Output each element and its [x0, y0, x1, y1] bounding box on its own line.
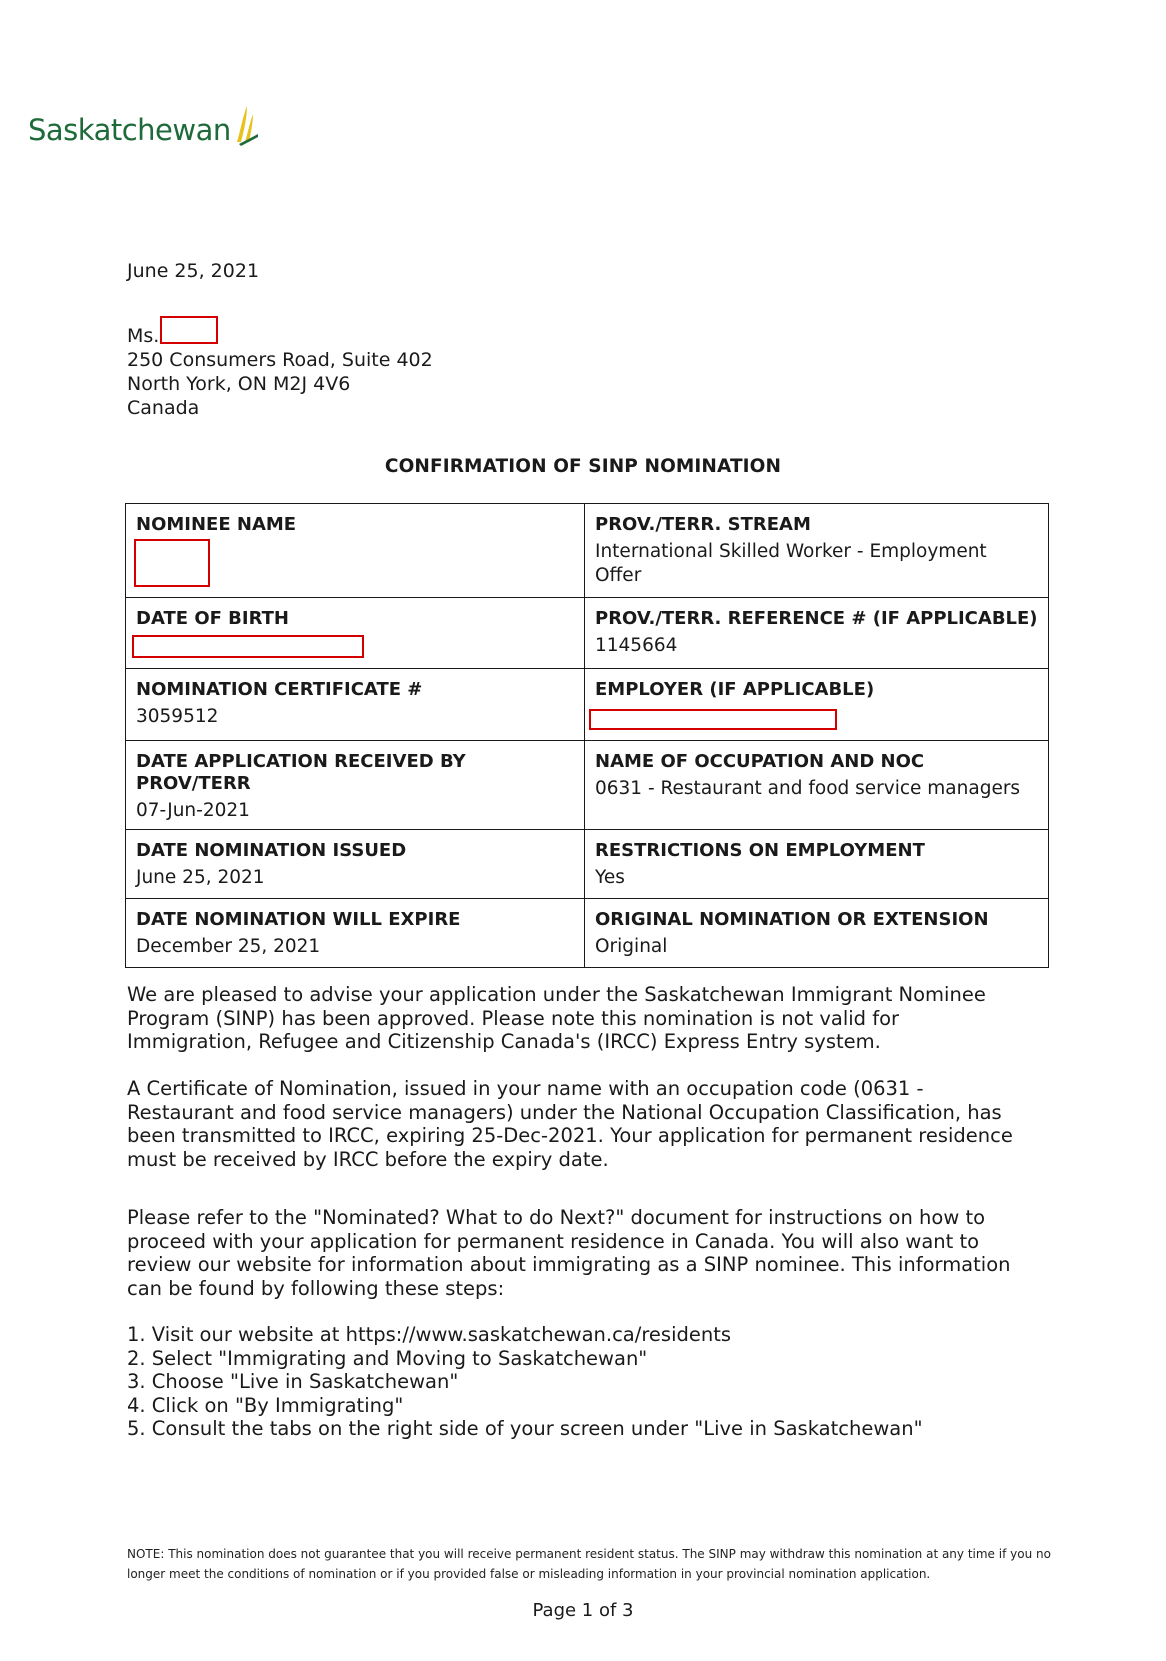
cell-value: 3059512 — [136, 706, 219, 727]
redacted-nominee-name — [134, 539, 210, 587]
table-cell — [126, 504, 585, 598]
recipient-address — [127, 316, 433, 420]
table-cell — [126, 899, 585, 968]
nomination-details-table — [125, 503, 1049, 968]
cell-label: DATE OF BIRTH — [136, 608, 289, 629]
table-cell — [585, 899, 1049, 968]
cell-label: DATE NOMINATION WILL EXPIRE — [136, 909, 461, 930]
table-row — [126, 899, 1049, 968]
table-cell — [585, 669, 1049, 741]
cell-value: 07-Jun-2021 — [136, 800, 250, 821]
list-item: 1. Visit our website at https://www.saskatchewan.ca/residents — [127, 1323, 732, 1346]
cell-label: ORIGINAL NOMINATION OR EXTENSION — [595, 909, 989, 930]
cell-value: Original — [595, 936, 668, 957]
table-cell — [126, 669, 585, 741]
cell-label: PROV./TERR. STREAM — [595, 514, 811, 535]
paragraph-certificate — [127, 1077, 1027, 1171]
list-item: 2. Select "Immigrating and Moving to Saskatchewan" — [127, 1346, 648, 1370]
table-cell — [585, 598, 1049, 669]
cell-value: Yes — [595, 867, 625, 888]
paragraph-instructions — [127, 1206, 1027, 1300]
table-cell — [585, 830, 1049, 899]
steps-list — [127, 1323, 1027, 1441]
cell-label: PROV./TERR. REFERENCE # (IF APPLICABLE) — [595, 608, 1038, 629]
table-row — [126, 830, 1049, 899]
table-row — [126, 504, 1049, 598]
table-row — [126, 669, 1049, 741]
redacted-employer — [589, 709, 837, 730]
table-cell — [126, 598, 585, 669]
table-cell — [585, 504, 1049, 598]
disclaimer-note: NOTE: This nomination does not guarantee that you will receive permanent resident status. The SINP may withdraw this nomination at any time if you no longer meet the conditions of nomination or if you provided false or misleading information in your provincial nomination application. — [127, 1547, 1051, 1581]
cell-label: DATE NOMINATION ISSUED — [136, 840, 407, 861]
paragraph-text: We are pleased to advise your application under the Saskatchewan Immigrant Nominee Program (SINP) has been approved. Please note this nomination is not valid for Immigration, Refugee and Citizenship Canada's (IRCC) Express Entry system. — [127, 983, 986, 1053]
list-item: 4. Click on "By Immigrating" — [127, 1393, 404, 1417]
redacted-name — [160, 316, 218, 344]
cell-label: RESTRICTIONS ON EMPLOYMENT — [595, 840, 925, 861]
wheat-icon — [233, 104, 259, 146]
letter-date: June 25, 2021 — [127, 260, 260, 282]
cell-label: NAME OF OCCUPATION AND NOC — [595, 751, 925, 772]
table-row — [126, 598, 1049, 669]
salutation-line — [127, 316, 433, 348]
address-line-3: Canada — [127, 397, 200, 419]
table-cell — [585, 741, 1049, 830]
steps — [127, 1323, 1027, 1441]
address-line-2: North York, ON M2J 4V6 — [127, 373, 351, 395]
page-number: Page 1 of 3 — [532, 1600, 634, 1621]
cell-label: DATE APPLICATION RECEIVED BY PROV/TERR — [136, 751, 466, 794]
cell-value: International Skilled Worker - Employment Offer — [595, 541, 987, 586]
cell-value: December 25, 2021 — [136, 936, 321, 957]
table-cell — [126, 741, 585, 830]
table-cell — [126, 830, 585, 899]
paragraph-text: A Certificate of Nomination, issued in your name with an occupation code (0631 - Restaurant and food service managers) under the National Occupation Classification, has been transmitted to IRCC, expiring 25-Dec-2021. Your application for permanent residence must be received by IRCC before the expiry date. — [127, 1077, 1013, 1171]
paragraph-text: Please refer to the "Nominated? What to do Next?" document for instructions on how to proceed with your application for permanent residence in Canada. You will also want to review our website for information about immigrating as a SINP nominee. This information can be found by following these steps: — [127, 1206, 1011, 1300]
logo-text: Saskatchewan — [28, 113, 231, 147]
salutation: Ms. — [127, 325, 160, 347]
saskatchewan-logo — [28, 104, 259, 148]
cell-value: 1145664 — [595, 635, 678, 656]
cell-label: NOMINATION CERTIFICATE # — [136, 679, 423, 700]
cell-value: June 25, 2021 — [136, 867, 265, 888]
list-item: 5. Consult the tabs on the right side of your screen under "Live in Saskatchewan" — [127, 1417, 923, 1440]
address-line-1: 250 Consumers Road, Suite 402 — [127, 349, 433, 371]
redacted-date-of-birth — [132, 635, 364, 658]
paragraph-approval — [127, 983, 1027, 1054]
document-title: CONFIRMATION OF SINP NOMINATION — [384, 456, 782, 477]
table-row — [126, 741, 1049, 830]
list-item: 3. Choose "Live in Saskatchewan" — [127, 1370, 459, 1393]
cell-label: NOMINEE NAME — [136, 514, 297, 535]
cell-value: 0631 - Restaurant and food service managers — [595, 778, 1021, 799]
cell-label: EMPLOYER (IF APPLICABLE) — [595, 679, 875, 700]
